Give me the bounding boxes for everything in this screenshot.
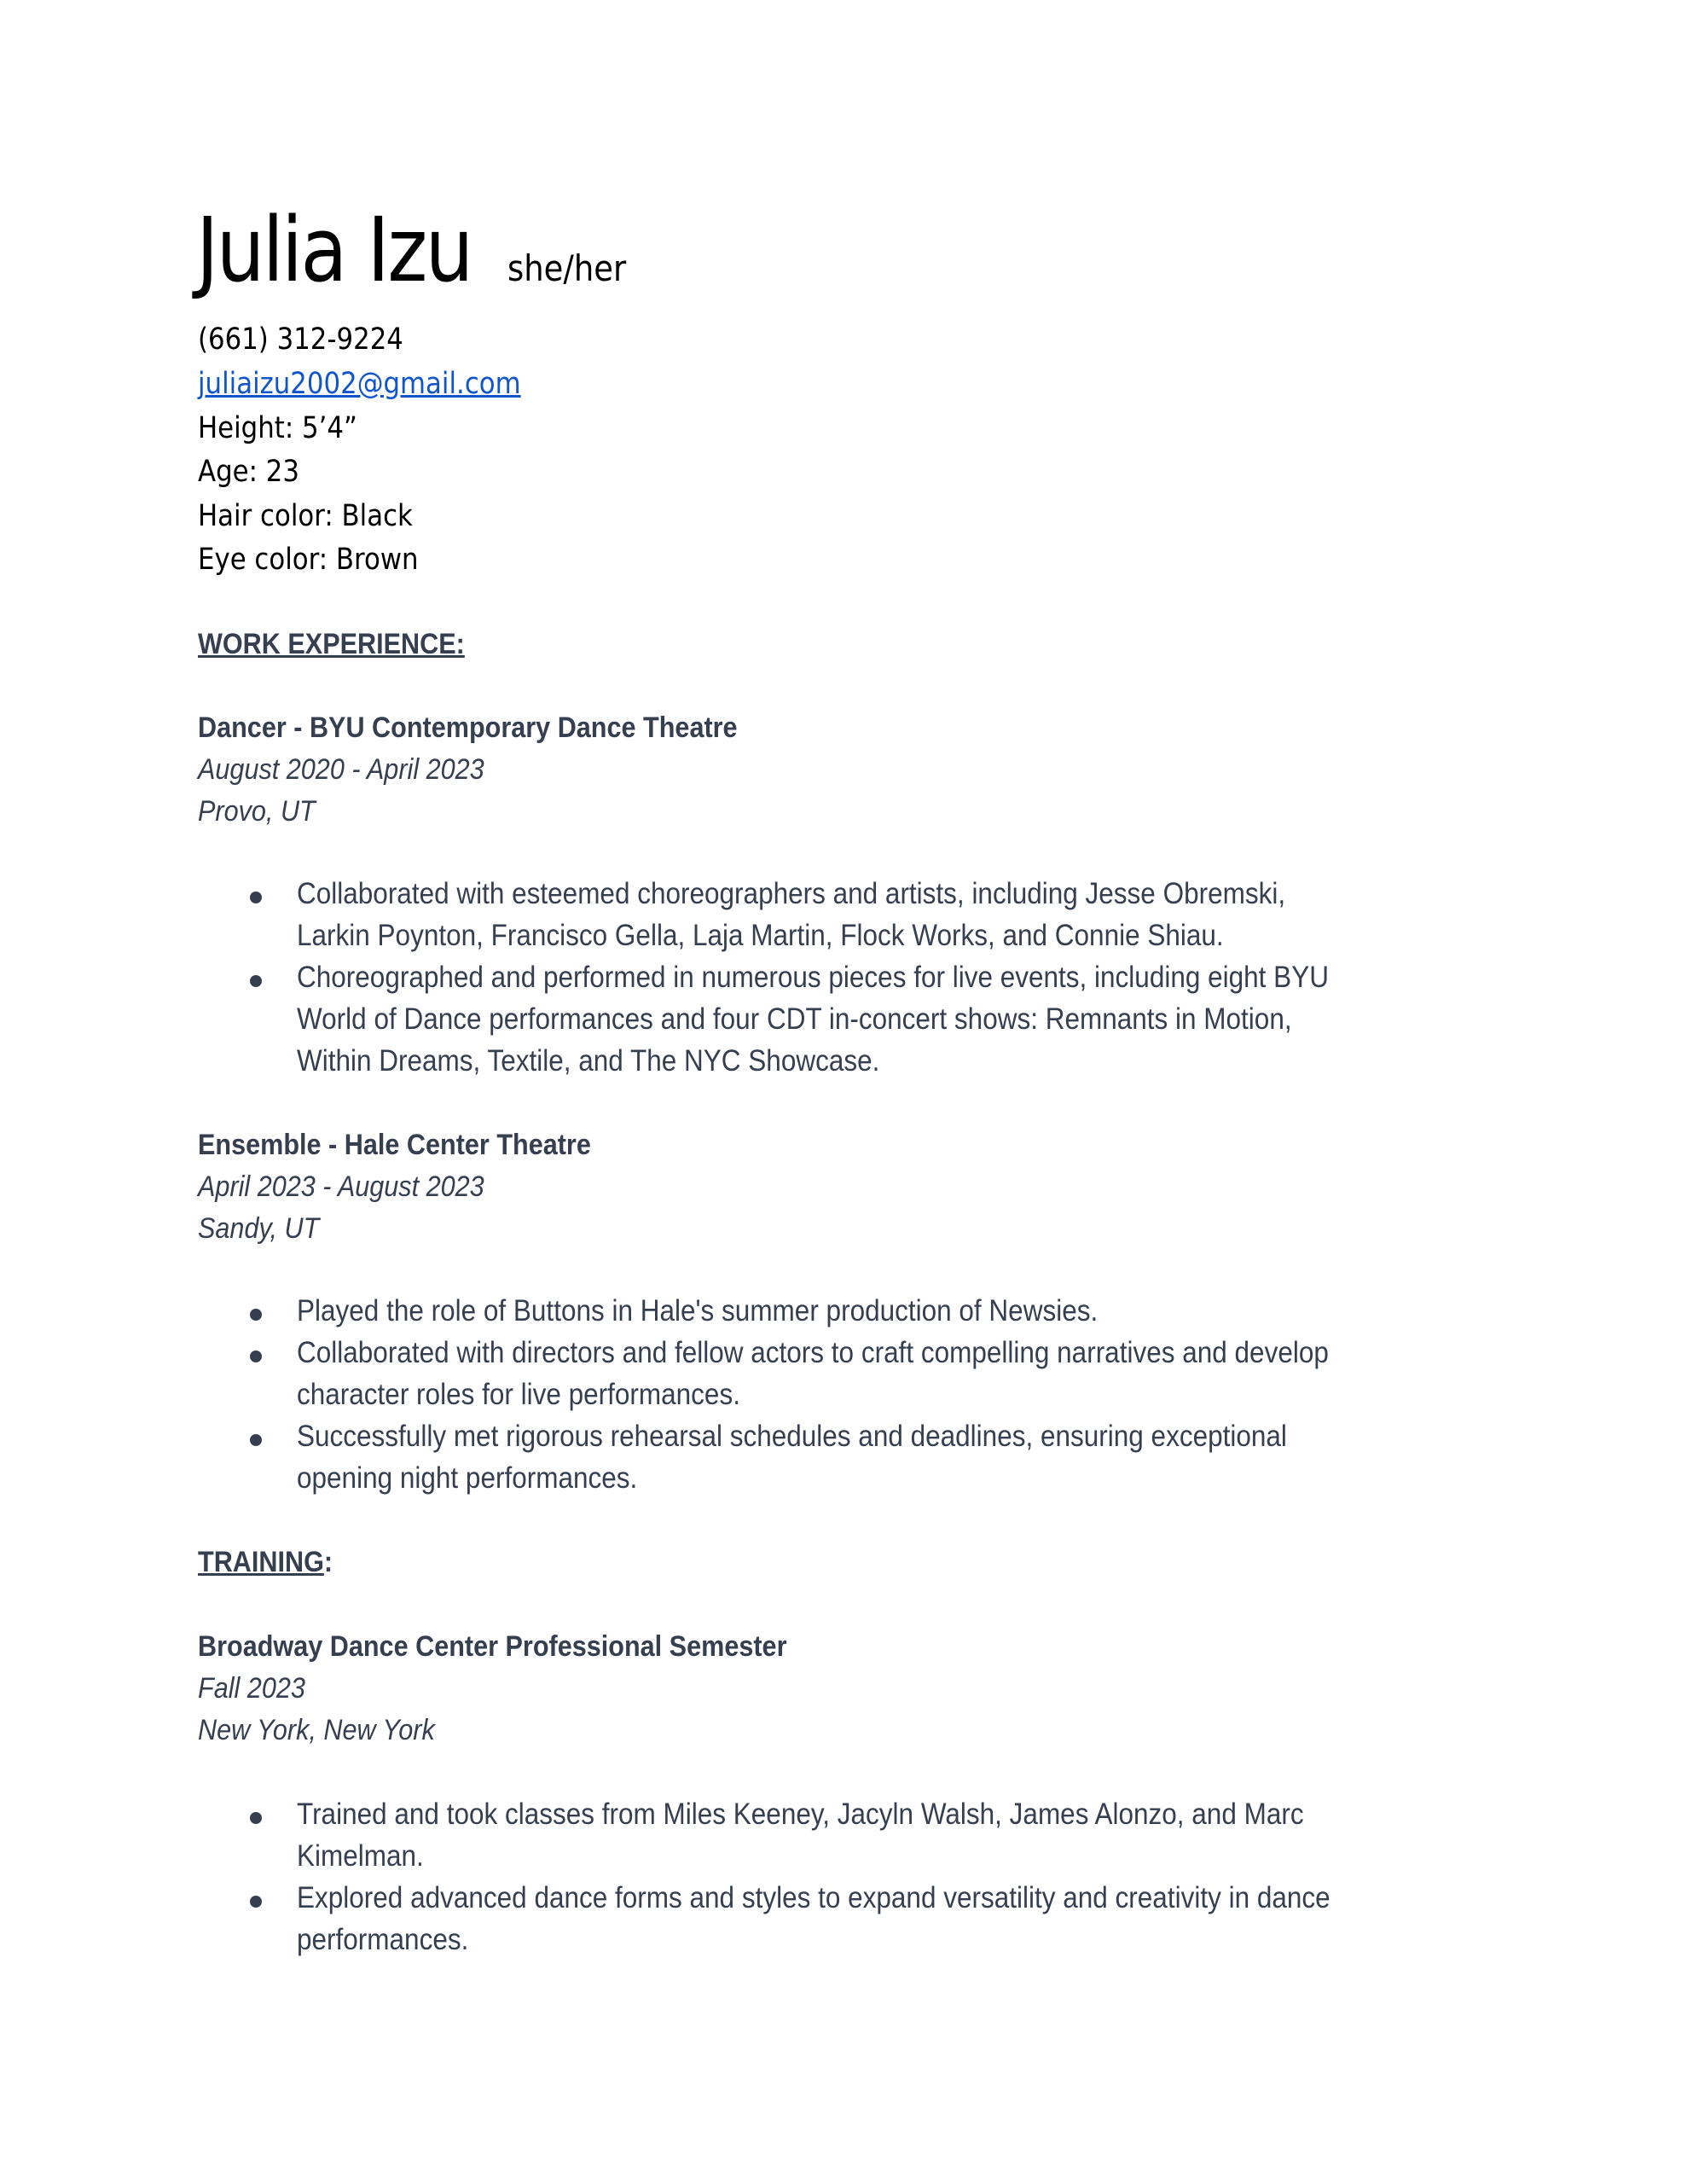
bullet-text: Trained and took classes from Miles Keeney, Jacyln Walsh, James Alonzo, and Marc — [297, 1798, 1304, 1831]
program-title: Broadway Dance Center Professional Semester — [198, 1630, 787, 1663]
work-experience-heading: WORK EXPERIENCE: — [198, 628, 465, 660]
hair-color-info: Hair color: Black — [198, 499, 413, 533]
bullet-text: Collaborated with directors and fellow actors to craft compelling narratives and develop — [297, 1336, 1329, 1369]
program-location: New York, New York — [198, 1714, 435, 1746]
job-location: Sandy, UT — [198, 1212, 320, 1245]
bullet-text: Choreographed and performed in numerous pieces for live events, including eight BYU — [297, 961, 1329, 994]
job-title: Ensemble - Hale Center Theatre — [198, 1129, 591, 1161]
training-heading-text: TRAINING — [198, 1546, 324, 1578]
bullet-icon — [250, 1896, 262, 1908]
bullet-text: Collaborated with esteemed choreographers and artists, including Jesse Obremski, — [297, 877, 1286, 910]
bullet-icon — [250, 1350, 262, 1362]
bullet-text: Kimelman. — [297, 1839, 424, 1873]
bullet-text: Successfully met rigorous rehearsal schedules and deadlines, ensuring exceptional — [297, 1420, 1287, 1453]
pronouns: she/her — [507, 247, 627, 289]
full-name: Julia Izu — [196, 198, 472, 302]
bullet-text: performances. — [297, 1923, 469, 1956]
bullet-icon — [250, 1309, 262, 1321]
name-heading — [196, 198, 516, 302]
bullet-text: World of Dance performances and four CDT in-concert shows: Remnants in Motion, — [297, 1002, 1292, 1036]
bullet-icon — [250, 1434, 262, 1446]
email-line — [198, 367, 521, 401]
bullet-text: opening night performances. — [297, 1461, 638, 1495]
age-info: Age: 23 — [198, 455, 299, 489]
bullet-icon — [250, 1812, 262, 1824]
job-location: Provo, UT — [198, 795, 316, 828]
eye-color-info: Eye color: Brown — [198, 543, 419, 577]
job-dates: August 2020 - April 2023 — [198, 753, 484, 786]
training-heading-colon: : — [323, 1546, 333, 1578]
training-heading — [198, 1546, 333, 1579]
job-title: Dancer - BYU Contemporary Dance Theatre — [198, 712, 738, 744]
email-link[interactable]: juliaizu2002@gmail.com — [198, 367, 521, 401]
bullet-icon — [250, 892, 262, 903]
bullet-text: Larkin Poynton, Francisco Gella, Laja Martin, Flock Works, and Connie Shiau. — [297, 919, 1224, 952]
bullet-text: Within Dreams, Textile, and The NYC Showcase. — [297, 1044, 880, 1077]
bullet-text: Played the role of Buttons in Hale's summer production of Newsies. — [297, 1294, 1099, 1327]
program-dates: Fall 2023 — [198, 1672, 305, 1705]
bullet-icon — [250, 975, 262, 987]
phone-number: (661) 312-9224 — [198, 322, 403, 357]
height-info: Height: 5’4” — [198, 411, 357, 445]
bullet-text: character roles for live performances. — [297, 1378, 740, 1411]
job-dates: April 2023 - August 2023 — [198, 1170, 484, 1203]
bullet-text: Explored advanced dance forms and styles to expand versatility and creativity in dance — [297, 1881, 1330, 1914]
